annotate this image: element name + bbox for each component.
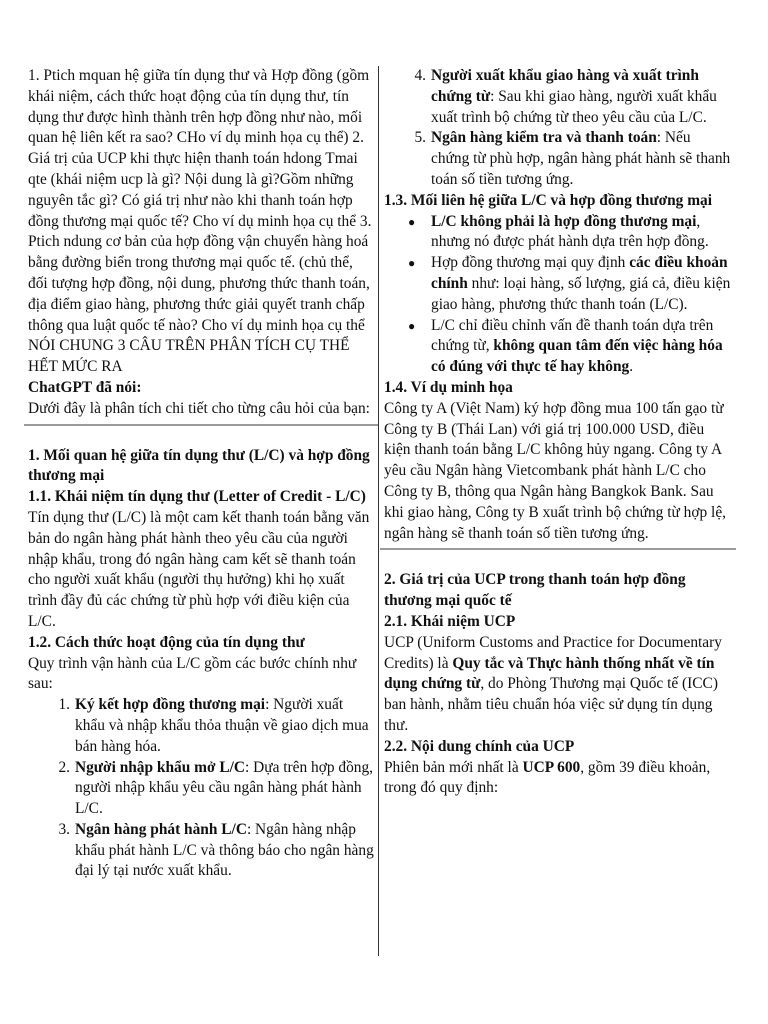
heading-1-4: 1.4. Ví dụ minh họa: [384, 378, 513, 396]
bullet-list: [384, 212, 732, 378]
list-item: 1. Ký kết hợp đồng thương mại: Người xuất khẩu và nhập khẩu thỏa thuận về giao dịch mua bán hàng hóa.: [58, 696, 369, 755]
paragraph-1-4: Công ty A (Việt Nam) ký hợp đồng mua 100 tấn gạo từ Công ty B (Thái Lan) với giá trị 100.000 USD, điều kiện thanh toán bằng L/C không hủy ngang. Công ty A yêu cầu Ngân hàng Vietcombank phát hành L/C cho Công ty B, thông qua Ngân hàng Bangkok Bank. Sau khi giao hàng, Công ty B xuất trình bộ chứng từ hợp lệ, ngân hàng sẽ thanh toán số tiền tương ứng.: [384, 399, 727, 542]
intro-text: Dưới đây là phân tích chi tiết cho từng câu hỏi của bạn:: [28, 399, 370, 417]
chatgpt-label: ChatGPT đã nói:: [28, 378, 142, 396]
list-item: 5. Ngân hàng kiểm tra và thanh toán: Nếu chứng từ phù hợp, ngân hàng phát hành sẽ thanh toán số tiền tương ứng.: [414, 129, 731, 188]
list-item: 4. Người xuất khẩu giao hàng và xuất trình chứng từ: Sau khi giao hàng, người xuất khẩu xuất trình bộ chứng từ theo yêu cầu của L/C.: [414, 67, 717, 126]
bullet-icon: ●: [408, 318, 416, 333]
heading-1-2: 1.2. Cách thức hoạt động của tín dụng thư: [28, 633, 305, 651]
list-item: 3. Ngân hàng phát hành L/C: Ngân hàng nhập khẩu phát hành L/C và thông báo cho ngân hàng đại lý tại nước xuất khẩu.: [58, 820, 374, 880]
heading-2: 2. Giá trị của UCP trong thanh toán hợp đồng thương mại quốc tế: [384, 571, 686, 610]
list-item: ● Hợp đồng thương mại quy định các điều khoản chính như: loại hàng, số lượng, giá cả, điều kiện giao hàng, phương thức thanh toán (L/C).: [408, 254, 731, 313]
list-item: ● L/C chỉ điều chỉnh vấn đề thanh toán dựa trên chứng từ, không quan tâm đến việc hàng hóa có đúng với thực tế hay không.: [408, 316, 723, 376]
user-prompt: 1. Ptich mquan hệ giữa tín dụng thư và Hợp đồng (gồm khái niệm, cách thức hoạt động của tín dụng thư, tín dụng thư được hình thành trên hợp đồng như nào, mối quan hệ liên kết ra sao? CHo ví dụ minh họa cụ thể) 2. Giá trị của UCP khi thực hiện thanh toán hdong Tmai qte (khái niệm ucp là gì? Nội dung là gì?Gồm những nguyên tắc gì? Có giá trị như nào khi thanh toán hợp đồng thương mại quốc tế? Cho ví dụ minh họa cụ thể 3. Ptich ndung cơ bản của hợp đồng vận chuyển hàng hoá bằng đường biển trong thương mại quốc tế. (chủ thể, đối tượng hợp đồng, nội dung, phương thức thanh toán, địa điểm giao hàng, phương thức giải quyết tranh chấp thông qua luật quốc tế nào? Cho ví dụ minh họa cụ thể NÓI CHUNG 3 CÂU TRÊN PHÂN TÍCH CỤ THỂ HẾT MỨC RA: [28, 67, 372, 376]
paragraph-2-1: UCP (Uniform Customs and Practice for Documentary Credits) là Quy tắc và Thực hành thống nhất về tín dụng chứng từ, do Phòng Thương mại Quốc tế (ICC) ban hành, nhằm tiêu chuẩn hóa việc sử dụng tín dụng thư.: [384, 633, 722, 734]
heading-2-2: 2.2. Nội dung chính của UCP: [384, 737, 575, 755]
list-item: ● L/C không phải là hợp đồng thương mại, nhưng nó được phát hành dựa trên hợp đồng.: [408, 212, 709, 251]
list-item: 2. Người nhập khẩu mở L/C: Dựa trên hợp đồng, người nhập khẩu yêu cầu ngân hàng phát hành L/C.: [58, 758, 374, 818]
heading-2-1: 2.1. Khái niệm UCP: [384, 612, 516, 630]
steps-list: [28, 695, 374, 882]
bullet-icon: ●: [408, 256, 416, 271]
paragraph-2-2: Phiên bản mới nhất là UCP 600, gồm 39 điều khoản, trong đó quy định:: [384, 758, 711, 797]
paragraph-1-1: Tín dụng thư (L/C) là một cam kết thanh toán bằng văn bản do ngân hàng phát hành theo yêu cầu của người nhập khẩu, trong đó ngân hàng cam kết sẽ thanh toán cho người xuất khẩu (người thụ hưởng) khi họ xuất trình đầy đủ các chứng từ phù hợp với điều kiện của L/C.: [28, 508, 370, 630]
left-column: [28, 66, 374, 882]
column-divider: [378, 66, 379, 956]
heading-1-3: 1.3. Mối liên hệ giữa L/C và hợp đồng thương mại: [384, 191, 712, 209]
heading-1-1: 1.1. Khái niệm tín dụng thư (Letter of Credit - L/C): [28, 488, 366, 506]
heading-1: 1. Mối quan hệ giữa tín dụng thư (L/C) và hợp đồng thương mại: [28, 446, 370, 485]
bullet-icon: ●: [408, 214, 416, 229]
steps-list-continued: [384, 66, 732, 191]
right-column: [384, 66, 732, 799]
paragraph-1-2: Quy trình vận hành của L/C gồm các bước chính như sau:: [28, 654, 357, 693]
